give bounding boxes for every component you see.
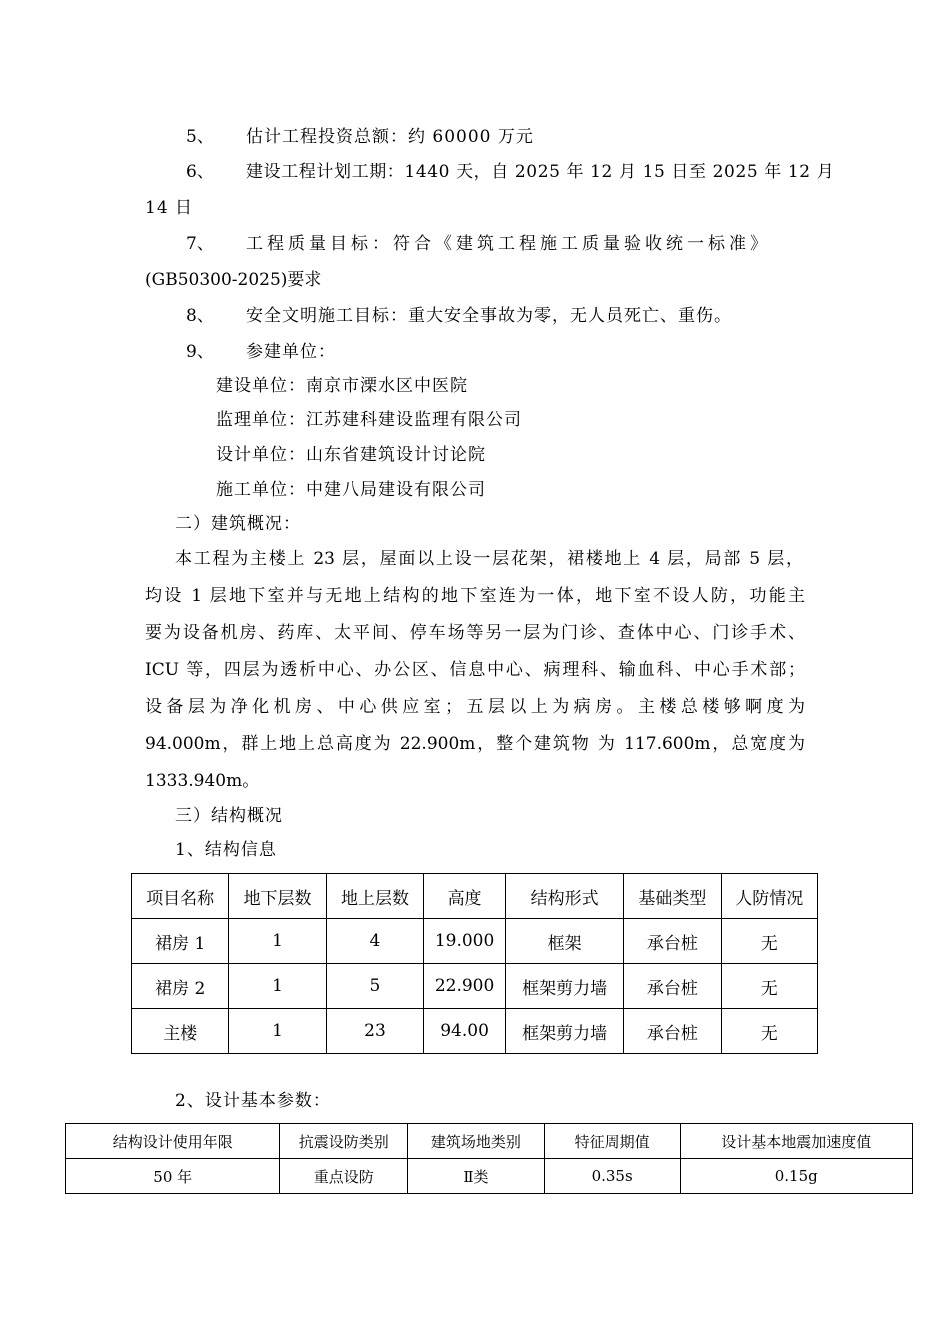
table-header: 建筑场地类别 [408, 1124, 545, 1159]
table-header: 抗震设防类别 [280, 1124, 408, 1159]
table-header-row [132, 874, 818, 919]
table-header: 地上层数 [326, 874, 423, 919]
item-9-number: 9、 [186, 342, 214, 362]
table-cell: 裙房 1 [132, 919, 229, 964]
table-header: 地下层数 [229, 874, 326, 919]
table-cell: 无 [721, 919, 817, 964]
table-header: 高度 [424, 874, 506, 919]
table-cell: 框架 [505, 919, 623, 964]
design-parameters-table [65, 1123, 913, 1194]
unit-supervisor: 监理单位：江苏建科建设监理有限公司 [216, 410, 522, 430]
table-cell: 无 [721, 964, 817, 1009]
table-header: 特征周期值 [544, 1124, 680, 1159]
table-cell: 主楼 [132, 1009, 229, 1054]
table-row [132, 1009, 818, 1054]
table-header: 人防情况 [721, 874, 817, 919]
table-header: 基础类型 [624, 874, 721, 919]
item-7-text-line2: (GB50300-2025)要求 [145, 270, 322, 290]
table-cell: 1 [229, 1009, 326, 1054]
table-cell: 94.00 [424, 1009, 506, 1054]
table-row [132, 964, 818, 1009]
table-cell: 4 [326, 919, 423, 964]
item-7-number: 7、 [186, 234, 214, 254]
table-cell: 裙房 2 [132, 964, 229, 1009]
table-cell: 框架剪力墙 [505, 964, 623, 1009]
table-cell: 1 [229, 964, 326, 1009]
table-cell: 承台桩 [624, 964, 721, 1009]
section2-line-1: 本工程为主楼上 23 层，屋面以上设一层花架，裙楼地上 4 层，局部 5 层， [175, 549, 803, 569]
unit-contractor: 施工单位：中建八局建设有限公司 [216, 480, 486, 500]
table-cell: 承台桩 [624, 919, 721, 964]
section2-heading: 二）建筑概况： [175, 514, 301, 534]
unit-designer: 设计单位：山东省建筑设计讨论院 [216, 445, 486, 465]
item-6-text-line2: 14 日 [145, 198, 194, 218]
section2-line-2: 均设 1 层地下室并与无地上结构的地下室连为一体，地下室不设人防，功能主 [145, 586, 805, 606]
table-header: 结构形式 [505, 874, 623, 919]
table-cell: 23 [326, 1009, 423, 1054]
section3-sub1: 1、结构信息 [175, 840, 277, 860]
section2-line-4: ICU 等，四层为透析中心、办公区、信息中心、病理科、输血科、中心手术部； [145, 660, 805, 680]
item-6-text-line1: 建设工程计划工期：1440 天，自 2025 年 12 月 15 日至 2025 年 12 月 [246, 162, 835, 182]
table-cell: 50 年 [66, 1159, 280, 1194]
item-9-text: 参建单位： [246, 342, 336, 362]
item-5-number: 5、 [186, 127, 214, 147]
table-cell: 0.15g [680, 1159, 913, 1194]
table-cell: Ⅱ类 [408, 1159, 545, 1194]
section2-line-7: 1333.940m。 [145, 771, 260, 791]
table-row [132, 919, 818, 964]
table-cell: 19.000 [424, 919, 506, 964]
structure-info-table [131, 873, 818, 1054]
table-row [66, 1159, 913, 1194]
item-7-text-line1: 工程质量目标：符合《建筑工程施工质量验收统一标准》 [246, 234, 771, 254]
table-cell: 1 [229, 919, 326, 964]
table-header: 项目名称 [132, 874, 229, 919]
section2-line-3: 要为设备机房、药库、太平间、停车场等另一层为门诊、查体中心、门诊手术、 [145, 623, 805, 643]
table-header: 结构设计使用年限 [66, 1124, 280, 1159]
table-cell: 22.900 [424, 964, 506, 1009]
item-8-text: 安全文明施工目标：重大安全事故为零，无人员死亡、重伤。 [246, 306, 732, 326]
item-5-text: 估计工程投资总额：约 60000 万元 [246, 127, 534, 147]
section2-line-6: 94.000m，群上地上总高度为 22.900m，整个建筑物 为 117.600m，总宽度为 [145, 734, 805, 754]
section3-sub2: 2、设计基本参数： [175, 1091, 331, 1111]
unit-construction-owner: 建设单位：南京市溧水区中医院 [216, 376, 468, 396]
table-cell: 5 [326, 964, 423, 1009]
section2-line-5: 设备层为净化机房、中心供应室；五层以上为病房。主楼总楼够啊度为 [145, 697, 805, 717]
table-cell: 无 [721, 1009, 817, 1054]
table-cell: 0.35s [544, 1159, 680, 1194]
table-header: 设计基本地震加速度值 [680, 1124, 913, 1159]
item-8-number: 8、 [186, 306, 214, 326]
table-cell: 重点设防 [280, 1159, 408, 1194]
table-cell: 承台桩 [624, 1009, 721, 1054]
item-6-number: 6、 [186, 162, 214, 182]
table-header-row [66, 1124, 913, 1159]
section3-heading: 三）结构概况 [175, 806, 283, 826]
table-cell: 框架剪力墙 [505, 1009, 623, 1054]
